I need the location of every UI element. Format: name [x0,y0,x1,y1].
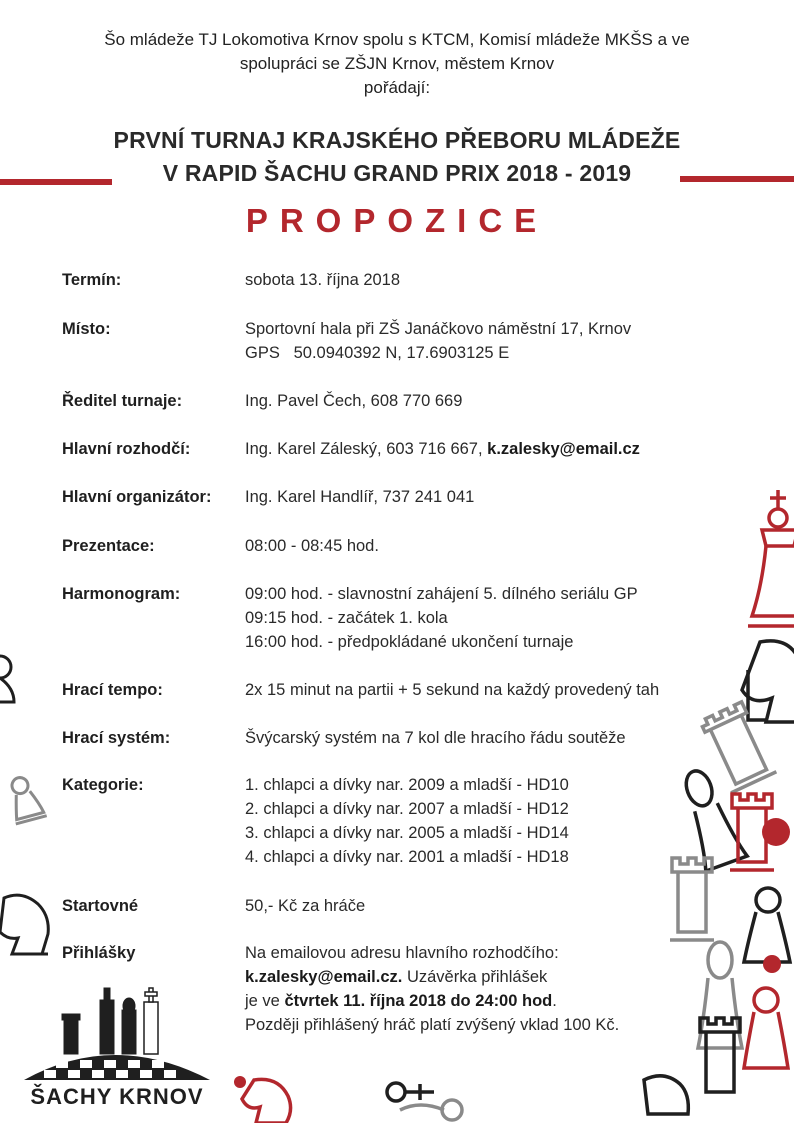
rozhodci-value [245,437,765,461]
harmonogram-line: 09:00 hod. - slavnostní zahájení 5. dílného seriálu GP [245,585,638,603]
pawn-red-outline-icon [744,988,788,1068]
kategorie-item: 3. chlapci a dívky nar. 2005 a mladší - HD14 [245,824,569,842]
harmonogram-line: 09:15 hod. - začátek 1. kola [245,609,448,627]
reditel-value [245,389,765,413]
knight-red-icon [228,1066,298,1123]
propozice-heading: PROPOZICE [245,202,549,239]
misto-label: Místo: [62,320,111,338]
pawn-red-small-icon [763,955,781,973]
kategorie-label: Kategorie: [62,776,144,794]
knight-outline-icon [0,888,58,964]
knight-icon [742,641,794,722]
title-rule-left [0,179,112,185]
title-rule-right [680,176,794,182]
prihlasky-line-4: Později přihlášený hráč platí zvýšený vklad 100 Kč. [245,1016,620,1034]
chess-pieces-stack [640,460,794,1123]
prihlasky-email-link[interactable]: k.zalesky@email.cz. [245,968,403,986]
pawn-fallen-icon [340,1070,470,1123]
tempo-label: Hrací tempo: [62,681,163,699]
misto-value [245,317,765,365]
termin-text: sobota 13. října 2018 [245,271,401,289]
pawn-black-icon [744,888,790,962]
knight-bottom-icon [644,1076,688,1114]
termin-label: Termín: [62,271,122,289]
tempo-text: 2x 15 minut na partii + 5 sekund na každý provedený tah [245,681,660,699]
title-line-1: PRVNÍ TURNAJ KRAJSKÉHO PŘEBORU MLÁDEŽE [113,127,681,153]
rozhodci-label: Hlavní rozhodčí: [62,440,191,458]
misto-address: Sportovní hala při ZŠ Janáčkovo náměstní 17, Krnov [245,320,632,338]
harmonogram-line: 16:00 hod. - předpokládané ukončení turnaje [245,633,574,651]
kategorie-item: 1. chlapci a dívky nar. 2009 a mladší - HD10 [245,776,569,794]
kategorie-item: 4. chlapci a dívky nar. 2001 a mladší - HD18 [245,848,569,866]
organizator-text: Ing. Karel Handlíř, 737 241 041 [245,488,475,506]
system-text: Švýcarský systém na 7 kol dle hracího řádu soutěže [245,729,626,747]
reditel-text: Ing. Pavel Čech, 608 770 669 [245,392,463,410]
startovne-text: 50,- Kč za hráče [245,897,366,915]
rook-gray-icon [670,858,714,940]
pawn-red-icon [762,818,790,846]
intro-line-1: Šo mládeže TJ Lokomotiva Krnov spolu s KTCM, Komisí mládeže MKŠS a ve [104,30,690,49]
rozhodci-email-link[interactable]: k.zalesky@email.cz [487,440,640,458]
kategorie-item: 2. chlapci a dívky nar. 2007 a mladší - HD12 [245,800,569,818]
reditel-label: Ředitel turnaje: [62,392,183,410]
prezentace-label: Prezentace: [62,537,155,555]
prihlasky-deadline-text: Uzávěrka přihlášek [402,968,548,986]
pawn-outline-icon [0,650,24,706]
bishop-icon [672,764,747,871]
termin-value [245,268,765,292]
king-icon [748,490,794,626]
misto-gps: GPS 50.0940392 N, 17.6903125 E [245,344,510,362]
rook-black-icon [700,1018,740,1092]
prihlasky-line-1: Na emailovou adresu hlavního rozhodčího: [245,944,559,962]
rozhodci-text: Ing. Karel Záleský, 603 716 667, [245,440,488,458]
intro-text [40,28,754,100]
logo-text: ŠACHY KRNOV [30,1084,204,1109]
tournament-title [60,124,734,190]
harmonogram-label: Harmonogram: [62,585,181,603]
prezentace-text: 08:00 - 08:45 hod. [245,537,379,555]
pawn-gray-icon [6,770,50,830]
prihlasky-pre: je ve [245,992,285,1010]
intro-line-3: pořádají: [363,78,431,97]
prihlasky-deadline: čtvrtek 11. října 2018 do 24:00 hod [284,992,553,1010]
organizator-label: Hlavní organizátor: [62,488,212,506]
system-label: Hrací systém: [62,729,171,747]
startovne-label: Startovné [62,897,139,915]
intro-line-2: spolupráci se ZŠJN Krnov, městem Krnov [239,54,555,73]
prihlasky-post: . [552,992,557,1010]
prihlasky-label: Přihlášky [62,944,136,962]
title-line-2: V RAPID ŠACHU GRAND PRIX 2018 - 2019 [162,160,632,186]
